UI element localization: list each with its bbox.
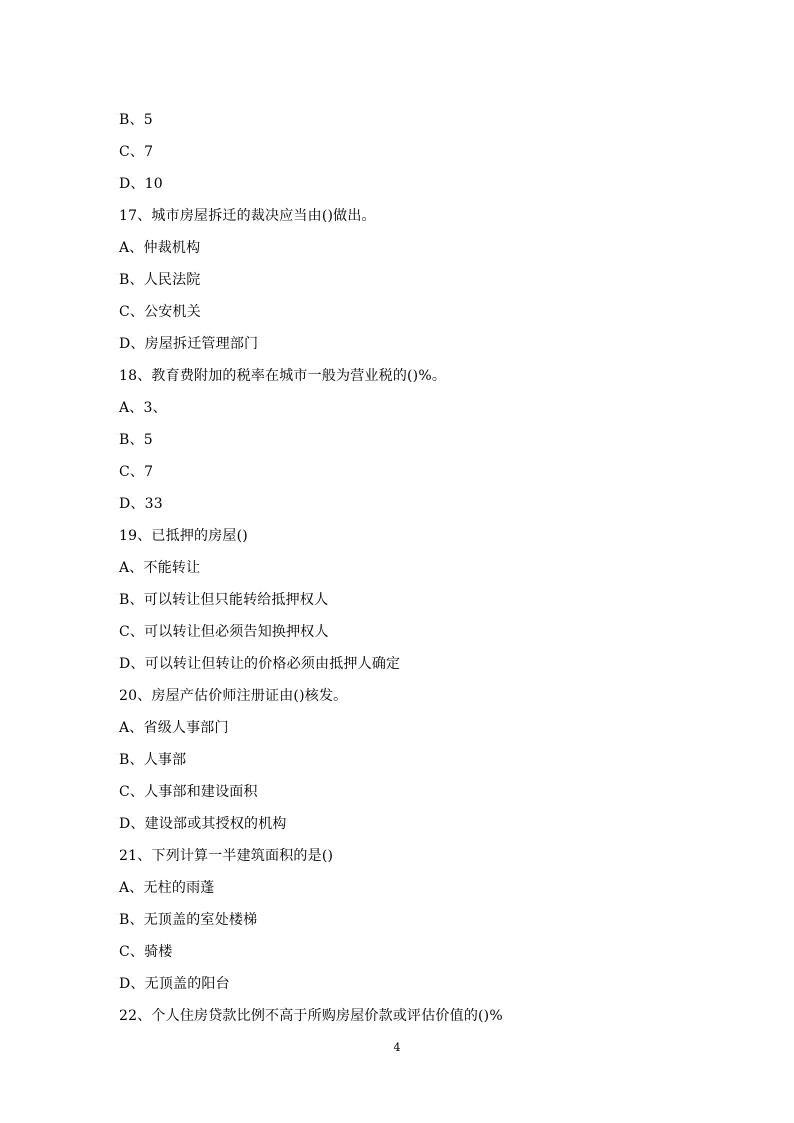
question-text: 22、个人住房贷款比例不高于所购房屋价款或评估价值的()% xyxy=(119,1008,503,1024)
answer-option: B、可以转让但只能转给抵押权人 xyxy=(119,592,329,608)
question-text: 17、城市房屋拆迁的裁决应当由()做出。 xyxy=(119,208,376,224)
answer-option: A、无柱的雨蓬 xyxy=(119,880,215,896)
answer-option: B、无顶盖的室处楼梯 xyxy=(119,912,258,928)
answer-option: C、骑楼 xyxy=(119,944,173,960)
answer-option: D、10 xyxy=(119,176,163,192)
answer-option: D、房屋拆迁管理部门 xyxy=(119,336,259,352)
answer-option: C、7 xyxy=(119,144,154,160)
answer-option: A、3、 xyxy=(119,400,167,416)
answer-option: A、不能转让 xyxy=(119,560,201,576)
answer-option: D、33 xyxy=(119,496,163,512)
answer-option: D、可以转让但转让的价格必须由抵押人确定 xyxy=(119,656,401,672)
answer-option: B、人民法院 xyxy=(119,272,201,288)
page-number: 4 xyxy=(393,1041,401,1054)
question-list xyxy=(119,108,739,1036)
answer-option: B、5 xyxy=(119,432,153,448)
answer-option: C、可以转让但必须告知换押权人 xyxy=(119,624,329,640)
answer-option: B、5 xyxy=(119,112,153,128)
answer-option: C、7 xyxy=(119,464,154,480)
answer-option: A、省级人事部门 xyxy=(119,720,229,736)
answer-option: D、无顶盖的阳台 xyxy=(119,976,230,992)
question-text: 18、教育费附加的税率在城市一般为营业税的()%。 xyxy=(119,368,447,384)
answer-option: C、人事部和建设面积 xyxy=(119,784,258,800)
question-text: 21、下列计算一半建筑面积的是() xyxy=(119,848,334,864)
question-text: 20、房屋产估价师注册证由()核发。 xyxy=(119,688,348,704)
answer-option: D、建设部或其授权的机构 xyxy=(119,816,287,832)
answer-option: C、公安机关 xyxy=(119,304,201,320)
question-text: 19、已抵押的房屋() xyxy=(119,528,248,544)
answer-option: B、人事部 xyxy=(119,752,187,768)
answer-option: A、仲裁机构 xyxy=(119,240,201,256)
